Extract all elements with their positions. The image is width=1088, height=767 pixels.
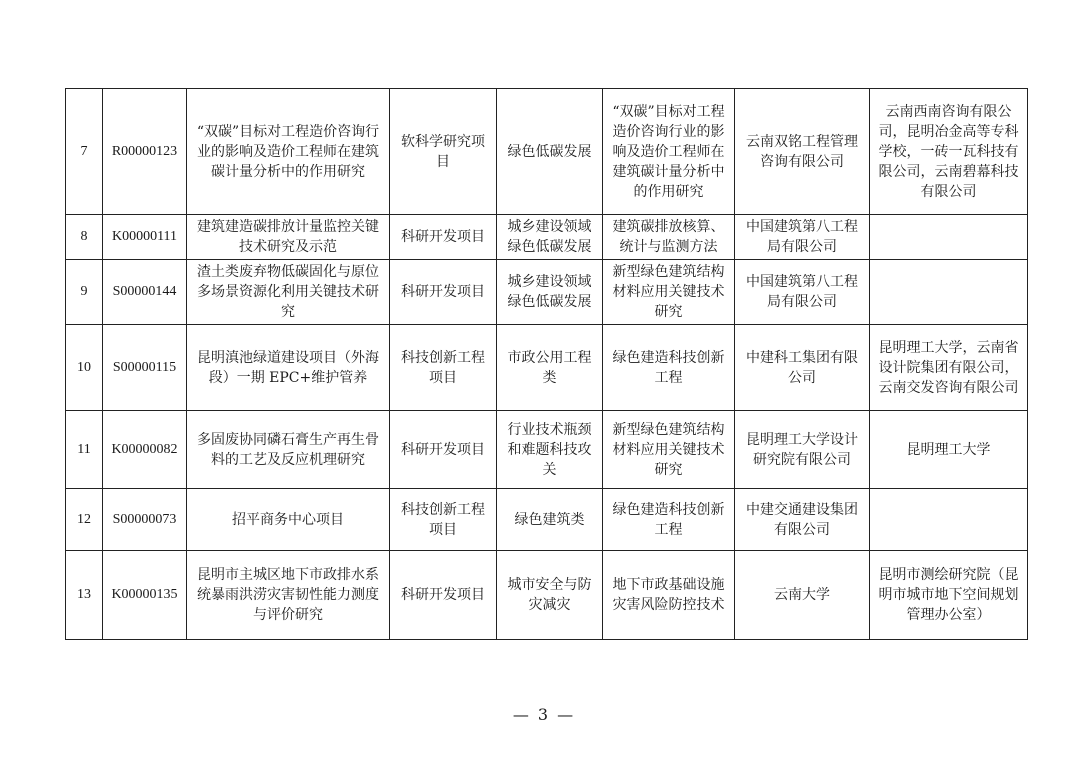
research-direction: 绿色建造科技创新工程 [603,489,735,551]
project-type: 科技创新工程项目 [390,489,497,551]
research-direction: 地下市政基础设施灾害风险防控技术 [603,551,735,640]
project-name: 昆明滇池绿道建设项目（外海段）一期 EPC+维护管养 [187,325,390,411]
project-type: 科研开发项目 [390,215,497,260]
project-type: 软科学研究项目 [390,89,497,215]
project-code: S00000144 [103,260,187,325]
project-code: K00000111 [103,215,187,260]
lead-organization: 中建交通建设集团有限公司 [735,489,870,551]
page-number: — 3 — [512,705,576,724]
table-row [66,551,1028,640]
partner-organizations [870,215,1028,260]
partner-organizations: 昆明理工大学，云南省设计院集团有限公司，云南交发咨询有限公司 [870,325,1028,411]
table-row [66,215,1028,260]
table-row [66,411,1028,489]
project-domain: 城市安全与防灾减灾 [497,551,603,640]
project-name: 渣土类废弃物低碳固化与原位多场景资源化利用关键技术研究 [187,260,390,325]
project-type: 科技创新工程项目 [390,325,497,411]
project-type: 科研开发项目 [390,551,497,640]
project-domain: 行业技术瓶颈和难题科技攻关 [497,411,603,489]
row-number: 12 [66,489,103,551]
lead-organization: 昆明理工大学设计研究院有限公司 [735,411,870,489]
project-domain: 绿色建筑类 [497,489,603,551]
table-row [66,489,1028,551]
project-domain: 绿色低碳发展 [497,89,603,215]
project-code: R00000123 [103,89,187,215]
row-number: 13 [66,551,103,640]
lead-organization: 中建科工集团有限公司 [735,325,870,411]
lead-organization: 云南大学 [735,551,870,640]
project-domain: 城乡建设领域绿色低碳发展 [497,215,603,260]
research-direction: 绿色建造科技创新工程 [603,325,735,411]
project-code: S00000073 [103,489,187,551]
project-domain: 市政公用工程类 [497,325,603,411]
partner-organizations: 云南西南咨询有限公司，昆明冶金高等专科学校，一砖一瓦科技有限公司，云南碧幕科技有限公司 [870,89,1028,215]
partner-organizations [870,260,1028,325]
research-direction: 新型绿色建筑结构材料应用关键技术研究 [603,411,735,489]
project-name: 招平商务中心项目 [187,489,390,551]
project-code: K00000135 [103,551,187,640]
lead-organization: 中国建筑第八工程局有限公司 [735,215,870,260]
partner-organizations: 昆明理工大学 [870,411,1028,489]
table-row [66,325,1028,411]
project-type: 科研开发项目 [390,260,497,325]
lead-organization: 中国建筑第八工程局有限公司 [735,260,870,325]
lead-organization: 云南双铭工程管理咨询有限公司 [735,89,870,215]
project-type: 科研开发项目 [390,411,497,489]
row-number: 8 [66,215,103,260]
project-name: “双碳”目标对工程造价咨询行业的影响及造价工程师在建筑碳计量分析中的作用研究 [187,89,390,215]
table-row [66,89,1028,215]
project-code: K00000082 [103,411,187,489]
project-name: 建筑建造碳排放计量监控关键技术研究及示范 [187,215,390,260]
row-number: 9 [66,260,103,325]
project-code: S00000115 [103,325,187,411]
row-number: 7 [66,89,103,215]
research-direction: 新型绿色建筑结构材料应用关键技术研究 [603,260,735,325]
research-direction: 建筑碳排放核算、统计与监测方法 [603,215,735,260]
project-name: 昆明市主城区地下市政排水系统暴雨洪涝灾害韧性能力测度与评价研究 [187,551,390,640]
row-number: 11 [66,411,103,489]
table-row [66,260,1028,325]
partner-organizations [870,489,1028,551]
project-table [65,88,1028,640]
row-number: 10 [66,325,103,411]
project-name: 多固废协同磷石膏生产再生骨料的工艺及反应机理研究 [187,411,390,489]
project-domain: 城乡建设领域绿色低碳发展 [497,260,603,325]
research-direction: “双碳”目标对工程造价咨询行业的影响及造价工程师在建筑碳计量分析中的作用研究 [603,89,735,215]
partner-organizations: 昆明市测绘研究院（昆明市城市地下空间规划管理办公室） [870,551,1028,640]
